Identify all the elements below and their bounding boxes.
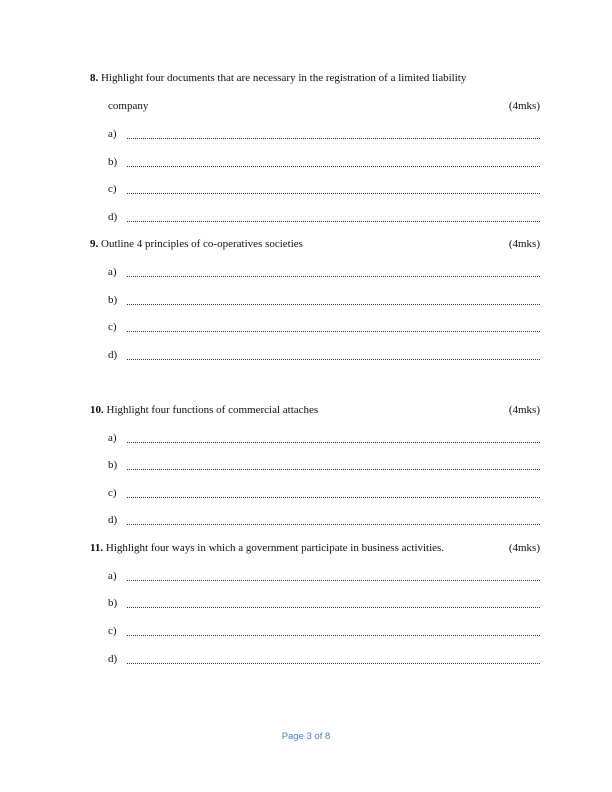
question-text: Highlight four functions of commercial attaches [106,404,319,416]
answer-line[interactable] [108,211,540,225]
question-number: 11. [90,542,104,554]
question-number: 8. [90,72,99,84]
dotted-line [127,580,540,581]
answer-line[interactable] [108,514,540,528]
question-text: Outline 4 principles of co-operatives societies [101,238,303,250]
answer-label: d) [108,211,118,223]
dotted-line [127,469,540,470]
answer-label: d) [108,349,118,361]
answer-line[interactable] [108,294,540,308]
dotted-line [127,276,540,277]
answer-label: c) [108,321,117,333]
question-text-continuation: company [108,100,149,112]
answer-line[interactable] [108,625,540,639]
answer-label: a) [108,570,117,582]
dotted-line [127,442,540,443]
answer-line[interactable] [108,321,540,335]
dotted-line [127,359,540,360]
page-number: Page 3 of 8 [281,731,331,742]
question-number: 9. [90,238,99,250]
answer-line[interactable] [108,570,540,584]
answer-line[interactable] [108,432,540,446]
question-11-stem [90,542,540,554]
answer-line[interactable] [108,156,540,170]
dotted-line [127,166,540,167]
question-9-stem [90,238,540,250]
answer-label: d) [108,653,118,665]
answer-label: a) [108,266,117,278]
dotted-line [127,304,540,305]
dotted-line [127,193,540,194]
marks-label: (4mks) [508,542,540,554]
question-number: 10. [90,404,104,416]
answer-line[interactable] [108,128,540,142]
question-text: Highlight four ways in which a government participate in business activities. [105,542,445,554]
dotted-line [127,663,540,664]
answer-label: a) [108,432,117,444]
dotted-line [127,497,540,498]
answer-line[interactable] [108,487,540,501]
answer-line[interactable] [108,349,540,363]
dotted-line [127,607,540,608]
answer-label: c) [108,625,117,637]
dotted-line [127,524,540,525]
answer-label: c) [108,487,117,499]
answer-label: c) [108,183,117,195]
question-10-stem [90,404,540,416]
dotted-line [127,331,540,332]
answer-label: b) [108,459,118,471]
dotted-line [127,635,540,636]
answer-label: b) [108,156,118,168]
answer-label: b) [108,294,118,306]
answer-label: a) [108,128,117,140]
marks-label: (4mks) [508,100,540,112]
dotted-line [127,138,540,139]
answer-label: d) [108,514,118,526]
dotted-line [127,221,540,222]
answer-line[interactable] [108,459,540,473]
marks-label: (4mks) [508,238,540,250]
answer-line[interactable] [108,653,540,667]
marks-label: (4mks) [508,404,540,416]
question-8-stem [90,72,540,84]
answer-line[interactable] [108,597,540,611]
question-8-continuation [90,100,540,112]
answer-label: b) [108,597,118,609]
answer-line[interactable] [108,266,540,280]
question-text: Highlight four documents that are necessary in the registration of a limited liability [101,72,467,84]
answer-line[interactable] [108,183,540,197]
